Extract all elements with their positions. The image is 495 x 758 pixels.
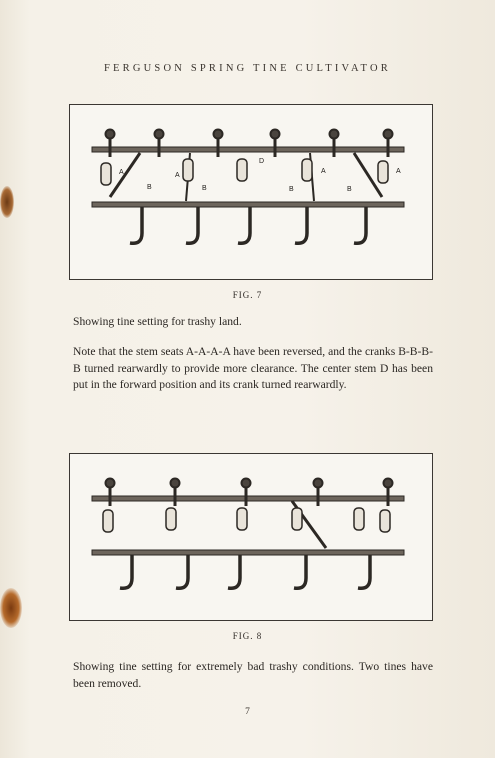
fig7-label: A	[175, 172, 180, 179]
page-number: 7	[245, 707, 250, 717]
burn-stain	[0, 186, 14, 218]
burn-stain	[0, 588, 22, 628]
cultivator-illustration	[92, 479, 404, 589]
fig8-lead-text: Showing tine setting for extremely bad trashy conditions. Two tines have been removed.	[73, 660, 433, 690]
fig7-lead-text: Showing tine setting for trashy land.	[73, 315, 242, 328]
figure-8-caption: FIG. 8	[232, 631, 263, 641]
fig7-label: A	[396, 168, 401, 175]
fig7-label: B	[202, 185, 207, 192]
cultivator-illustration	[92, 130, 404, 244]
fig7-label: A	[321, 168, 326, 175]
figure-7-caption: FIG. 7	[232, 290, 263, 300]
figure-7-photo	[69, 104, 433, 280]
fig7-label: B	[289, 186, 294, 193]
fig7-label: D	[259, 158, 265, 165]
figure-8-photo	[69, 453, 433, 621]
fig7-label: A	[119, 169, 124, 176]
fig7-label: B	[347, 186, 352, 193]
fig7-note-text: Note that the stem seats A-A-A-A have been reversed, and the cranks B-B-B-B turned rearwardly to provide more clearance. The center stem D has been put in the forward position and its crank turned rearwardly.	[73, 345, 433, 391]
running-title: FERGUSON SPRING TINE CULTIVATOR	[104, 63, 391, 74]
fig7-label: B	[147, 184, 152, 191]
